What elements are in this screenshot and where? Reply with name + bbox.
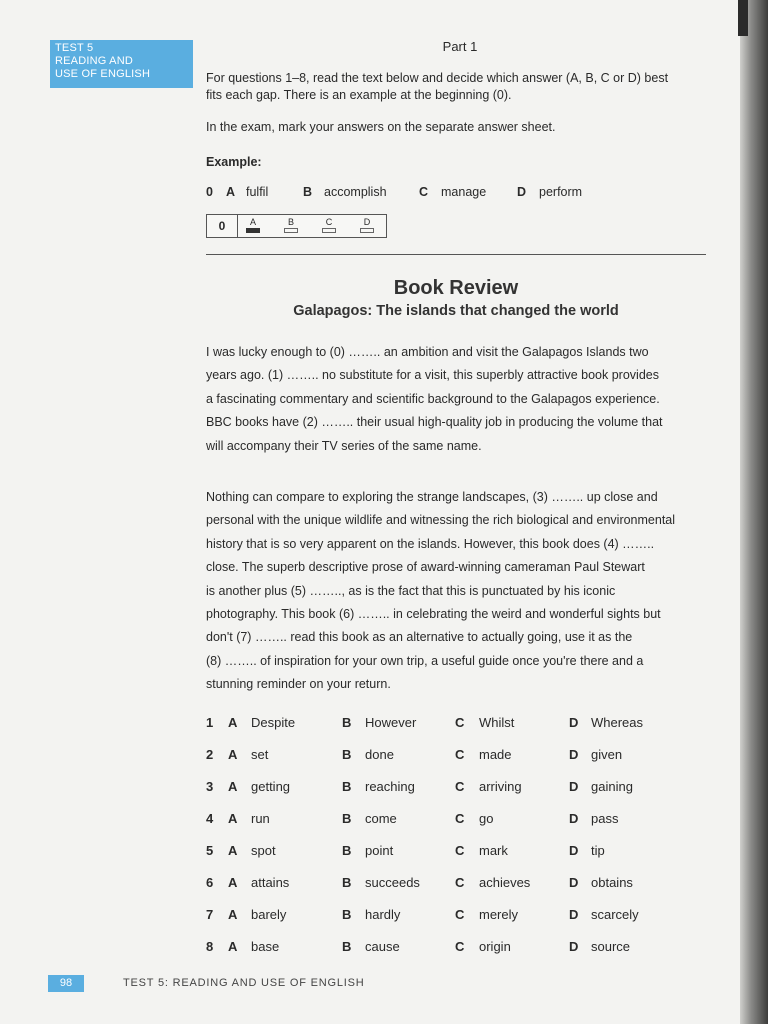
option-letter: D: [569, 811, 579, 826]
bubble-letter: A: [249, 217, 256, 227]
instruction-line: fits each gap. There is an example at the beginning (0).: [206, 88, 512, 102]
option-c: made: [479, 747, 512, 762]
text-line: stunning reminder on your return.: [206, 677, 391, 692]
running-footer: TEST 5: READING AND USE OF ENGLISH: [123, 977, 365, 989]
filled-bubble: [246, 228, 260, 233]
option-letter: C: [455, 811, 465, 826]
text-line: a fascinating commentary and scientific background to the Galapagos experience.: [206, 391, 660, 406]
option-letter: A: [228, 875, 238, 890]
option-letter: C: [455, 939, 465, 954]
bubble-letter: D: [363, 217, 371, 227]
bubble-letter: B: [287, 217, 294, 227]
option-letter: B: [342, 715, 352, 730]
option-c: mark: [479, 843, 508, 858]
question-number: 2: [206, 747, 214, 762]
text-line: personal with the unique wildlife and witnessing the rich biological and environmental: [206, 513, 676, 528]
option-c: merely: [479, 907, 519, 922]
section-tag: [50, 40, 193, 88]
text-line: photography. This book (6) …….. in celebrating the weird and wonderful sights but: [206, 607, 661, 622]
text-line: Nothing can compare to exploring the strange landscapes, (3) …….. up close and: [206, 490, 658, 504]
option-letter: A: [228, 779, 238, 794]
option-letter: C: [455, 843, 465, 858]
question-row-3: [206, 779, 706, 799]
option-a: set: [251, 747, 269, 762]
option-b: cause: [365, 939, 400, 954]
option-c: go: [479, 811, 494, 826]
question-row-6: [206, 875, 706, 895]
option-letter: D: [569, 747, 579, 762]
question-row-8: [206, 939, 706, 959]
question-number: 3: [206, 779, 214, 794]
option-letter: C: [455, 875, 465, 890]
question-row-1: [206, 715, 706, 735]
empty-bubble: [284, 228, 298, 233]
option-d: gaining: [591, 779, 633, 794]
article-paragraph-1: [206, 341, 706, 458]
option-letter: D: [569, 779, 579, 794]
option-a: getting: [251, 779, 291, 794]
option-word: accomplish: [324, 185, 387, 199]
option-b: succeeds: [365, 875, 420, 890]
option-letter: D: [569, 875, 579, 890]
example-options: [206, 185, 706, 203]
text-line: is another plus (5) …….., as is the fact that this is punctuated by his iconic: [206, 583, 616, 598]
option-a: run: [251, 811, 270, 826]
option-d: tip: [591, 843, 605, 858]
option-a: base: [251, 939, 280, 954]
tag-line: READING AND: [55, 55, 133, 67]
option-letter: A: [228, 939, 238, 954]
option-letter: D: [569, 907, 579, 922]
question-number: 7: [206, 907, 214, 922]
option-letter: A: [228, 811, 238, 826]
text-line: (8) …….. of inspiration for your own trip, a useful guide once you're there and a: [206, 653, 644, 668]
text-line: close. The superb descriptive prose of award-winning cameraman Paul Stewart: [206, 560, 645, 575]
text-line: BBC books have (2) …….. their usual high-quality job in producing the volume that: [206, 415, 663, 430]
option-letter: B: [342, 747, 352, 762]
tag-line: USE OF ENGLISH: [55, 68, 151, 80]
example-label: Example:: [206, 155, 262, 169]
question-number: 1: [206, 715, 214, 730]
option-letter: D: [569, 939, 579, 954]
option-b: hardly: [365, 907, 401, 922]
answer-bubble-b: [282, 217, 300, 233]
option-letter: B: [342, 843, 352, 858]
option-word: perform: [539, 185, 583, 199]
option-letter: A: [226, 185, 236, 199]
option-letter: D: [517, 185, 527, 199]
text-line: will accompany their TV series of the same name.: [206, 438, 482, 453]
option-c: achieves: [479, 875, 531, 890]
option-letter: B: [342, 779, 352, 794]
option-b: come: [365, 811, 397, 826]
question-row-5: [206, 843, 706, 863]
option-letter: D: [569, 843, 579, 858]
question-row-2: [206, 747, 706, 767]
option-a: spot: [251, 843, 276, 858]
answer-bubble-d: [358, 217, 376, 233]
example-answer-box: [206, 214, 387, 238]
option-word: fulfil: [246, 185, 269, 199]
article-subtitle: Galapagos: The islands that changed the world: [293, 303, 619, 319]
text-line: history that is so very apparent on the islands. However, this book does (4) ……..: [206, 536, 655, 551]
option-d: obtains: [591, 875, 633, 890]
question-row-7: [206, 907, 706, 927]
option-letter: C: [455, 907, 465, 922]
option-letter: A: [228, 843, 238, 858]
question-number: 8: [206, 939, 214, 954]
option-b: However: [365, 715, 417, 730]
empty-bubble: [322, 228, 336, 233]
question-number: 5: [206, 843, 214, 858]
text-line: years ago. (1) …….. no substitute for a visit, this superbly attractive book provides: [206, 368, 659, 383]
option-c: arriving: [479, 779, 522, 794]
option-letter: C: [455, 779, 465, 794]
option-b: reaching: [365, 779, 415, 794]
option-letter: B: [303, 185, 313, 199]
text-line: don't (7) …….. read this book as an alternative to actually going, use it as the: [206, 630, 633, 645]
option-a: Despite: [251, 715, 296, 730]
option-a: attains: [251, 875, 290, 890]
option-c: origin: [479, 939, 511, 954]
question-row-4: [206, 811, 706, 831]
option-d: Whereas: [591, 715, 644, 730]
question-number: 6: [206, 875, 214, 890]
answer-box-number: 0: [207, 215, 238, 237]
option-d: source: [591, 939, 631, 954]
option-a: barely: [251, 907, 287, 922]
divider: [206, 254, 706, 255]
question-number: 4: [206, 811, 214, 826]
empty-bubble: [360, 228, 374, 233]
option-b: point: [365, 843, 394, 858]
option-b: done: [365, 747, 394, 762]
option-d: pass: [591, 811, 619, 826]
option-c: Whilst: [479, 715, 515, 730]
option-d: scarcely: [591, 907, 639, 922]
option-letter: B: [342, 939, 352, 954]
bubble-letter: C: [325, 217, 333, 227]
option-d: given: [591, 747, 623, 762]
option-letter: D: [569, 715, 579, 730]
option-letter: B: [342, 875, 352, 890]
article-title: Book Review: [393, 277, 519, 299]
option-letter: A: [228, 715, 238, 730]
option-letter: C: [419, 185, 429, 199]
option-letter: B: [342, 907, 352, 922]
page-number: 98: [48, 975, 84, 992]
option-letter: A: [228, 907, 238, 922]
example-number: 0: [206, 185, 213, 199]
option-letter: C: [455, 715, 465, 730]
text-line: I was lucky enough to (0) …….. an ambition and visit the Galapagos Islands two: [206, 345, 649, 359]
book-spine-shadow: [740, 0, 768, 1024]
book-spine-edge: [738, 0, 748, 36]
option-letter: C: [455, 747, 465, 762]
tag-line: TEST 5: [55, 42, 94, 54]
part-title: Part 1: [442, 39, 478, 54]
option-letter: A: [228, 747, 238, 762]
answer-bubble-a: [244, 217, 262, 233]
option-letter: B: [342, 811, 352, 826]
instructions: [206, 70, 706, 104]
exam-note: In the exam, mark your answers on the separate answer sheet.: [206, 120, 556, 134]
answer-bubble-c: [320, 217, 338, 233]
article-paragraph-2: [206, 486, 706, 697]
instruction-line: For questions 1–8, read the text below and decide which answer (A, B, C or D) best: [206, 71, 669, 85]
option-word: manage: [441, 185, 487, 199]
